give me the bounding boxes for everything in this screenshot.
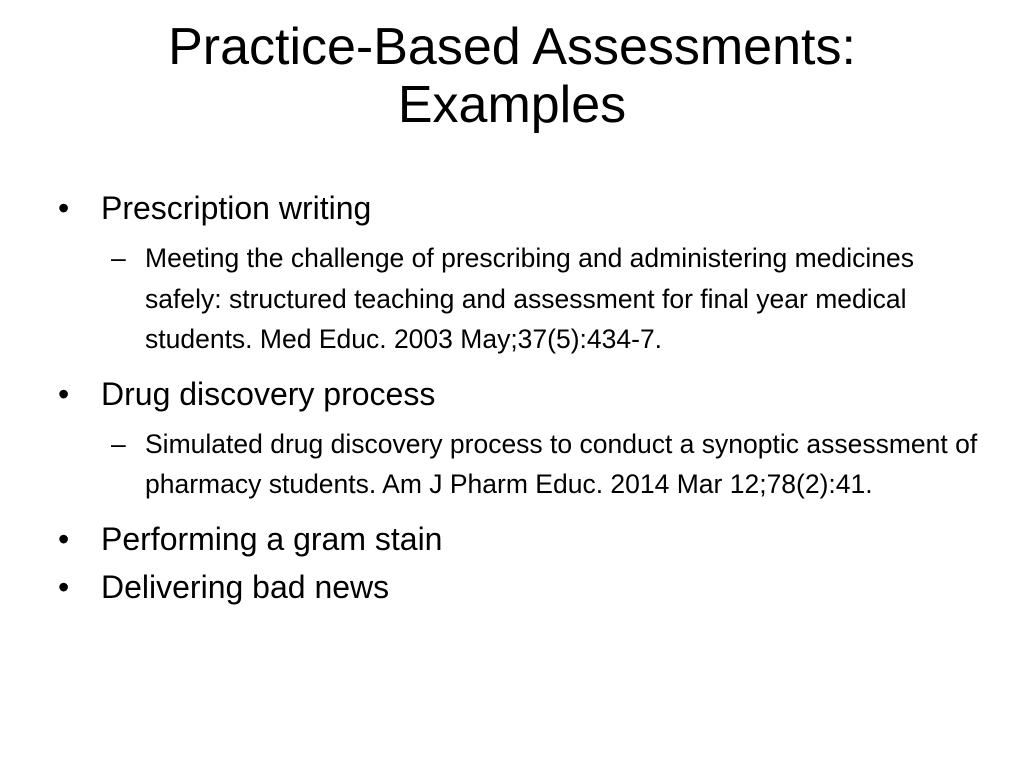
sub-bullet-marker: – xyxy=(111,243,126,273)
bullet-bad-news xyxy=(58,567,978,607)
title-line-2: Examples xyxy=(397,76,627,134)
bullet-marker: • xyxy=(58,568,70,605)
slide-title xyxy=(60,18,964,134)
title-line-1: Practice-Based Assessments: xyxy=(168,18,856,76)
sub-bullet-prescribing-reference xyxy=(98,238,978,360)
bullet-drug-discovery-process xyxy=(58,374,978,414)
bullet-text: Delivering bad news xyxy=(101,568,390,605)
bullet-prescription-writing xyxy=(58,188,978,228)
bullet-marker: • xyxy=(58,190,70,226)
sub-bullet-text: Meeting the challenge of prescribing and administering medicines safely: structured teaching and assessment for final year medical students. Med Educ. 2003 May;37(5):434-7. xyxy=(145,243,914,354)
sub-bullet-text: Simulated drug discovery process to conduct a synoptic assessment of pharmacy students. Am J Pharm Educ. 2014 Mar 12;78(2):41. xyxy=(145,428,978,499)
bullet-list xyxy=(58,188,978,615)
bullet-marker: • xyxy=(58,375,70,412)
bullet-text: Prescription writing xyxy=(101,190,372,226)
bullet-gram-stain xyxy=(58,519,978,559)
bullet-marker: • xyxy=(58,520,70,557)
bullet-text: Drug discovery process xyxy=(101,375,436,412)
sub-bullet-drug-discovery-reference xyxy=(98,424,978,505)
bullet-text: Performing a gram stain xyxy=(101,520,443,557)
sub-bullet-marker: – xyxy=(111,428,126,459)
